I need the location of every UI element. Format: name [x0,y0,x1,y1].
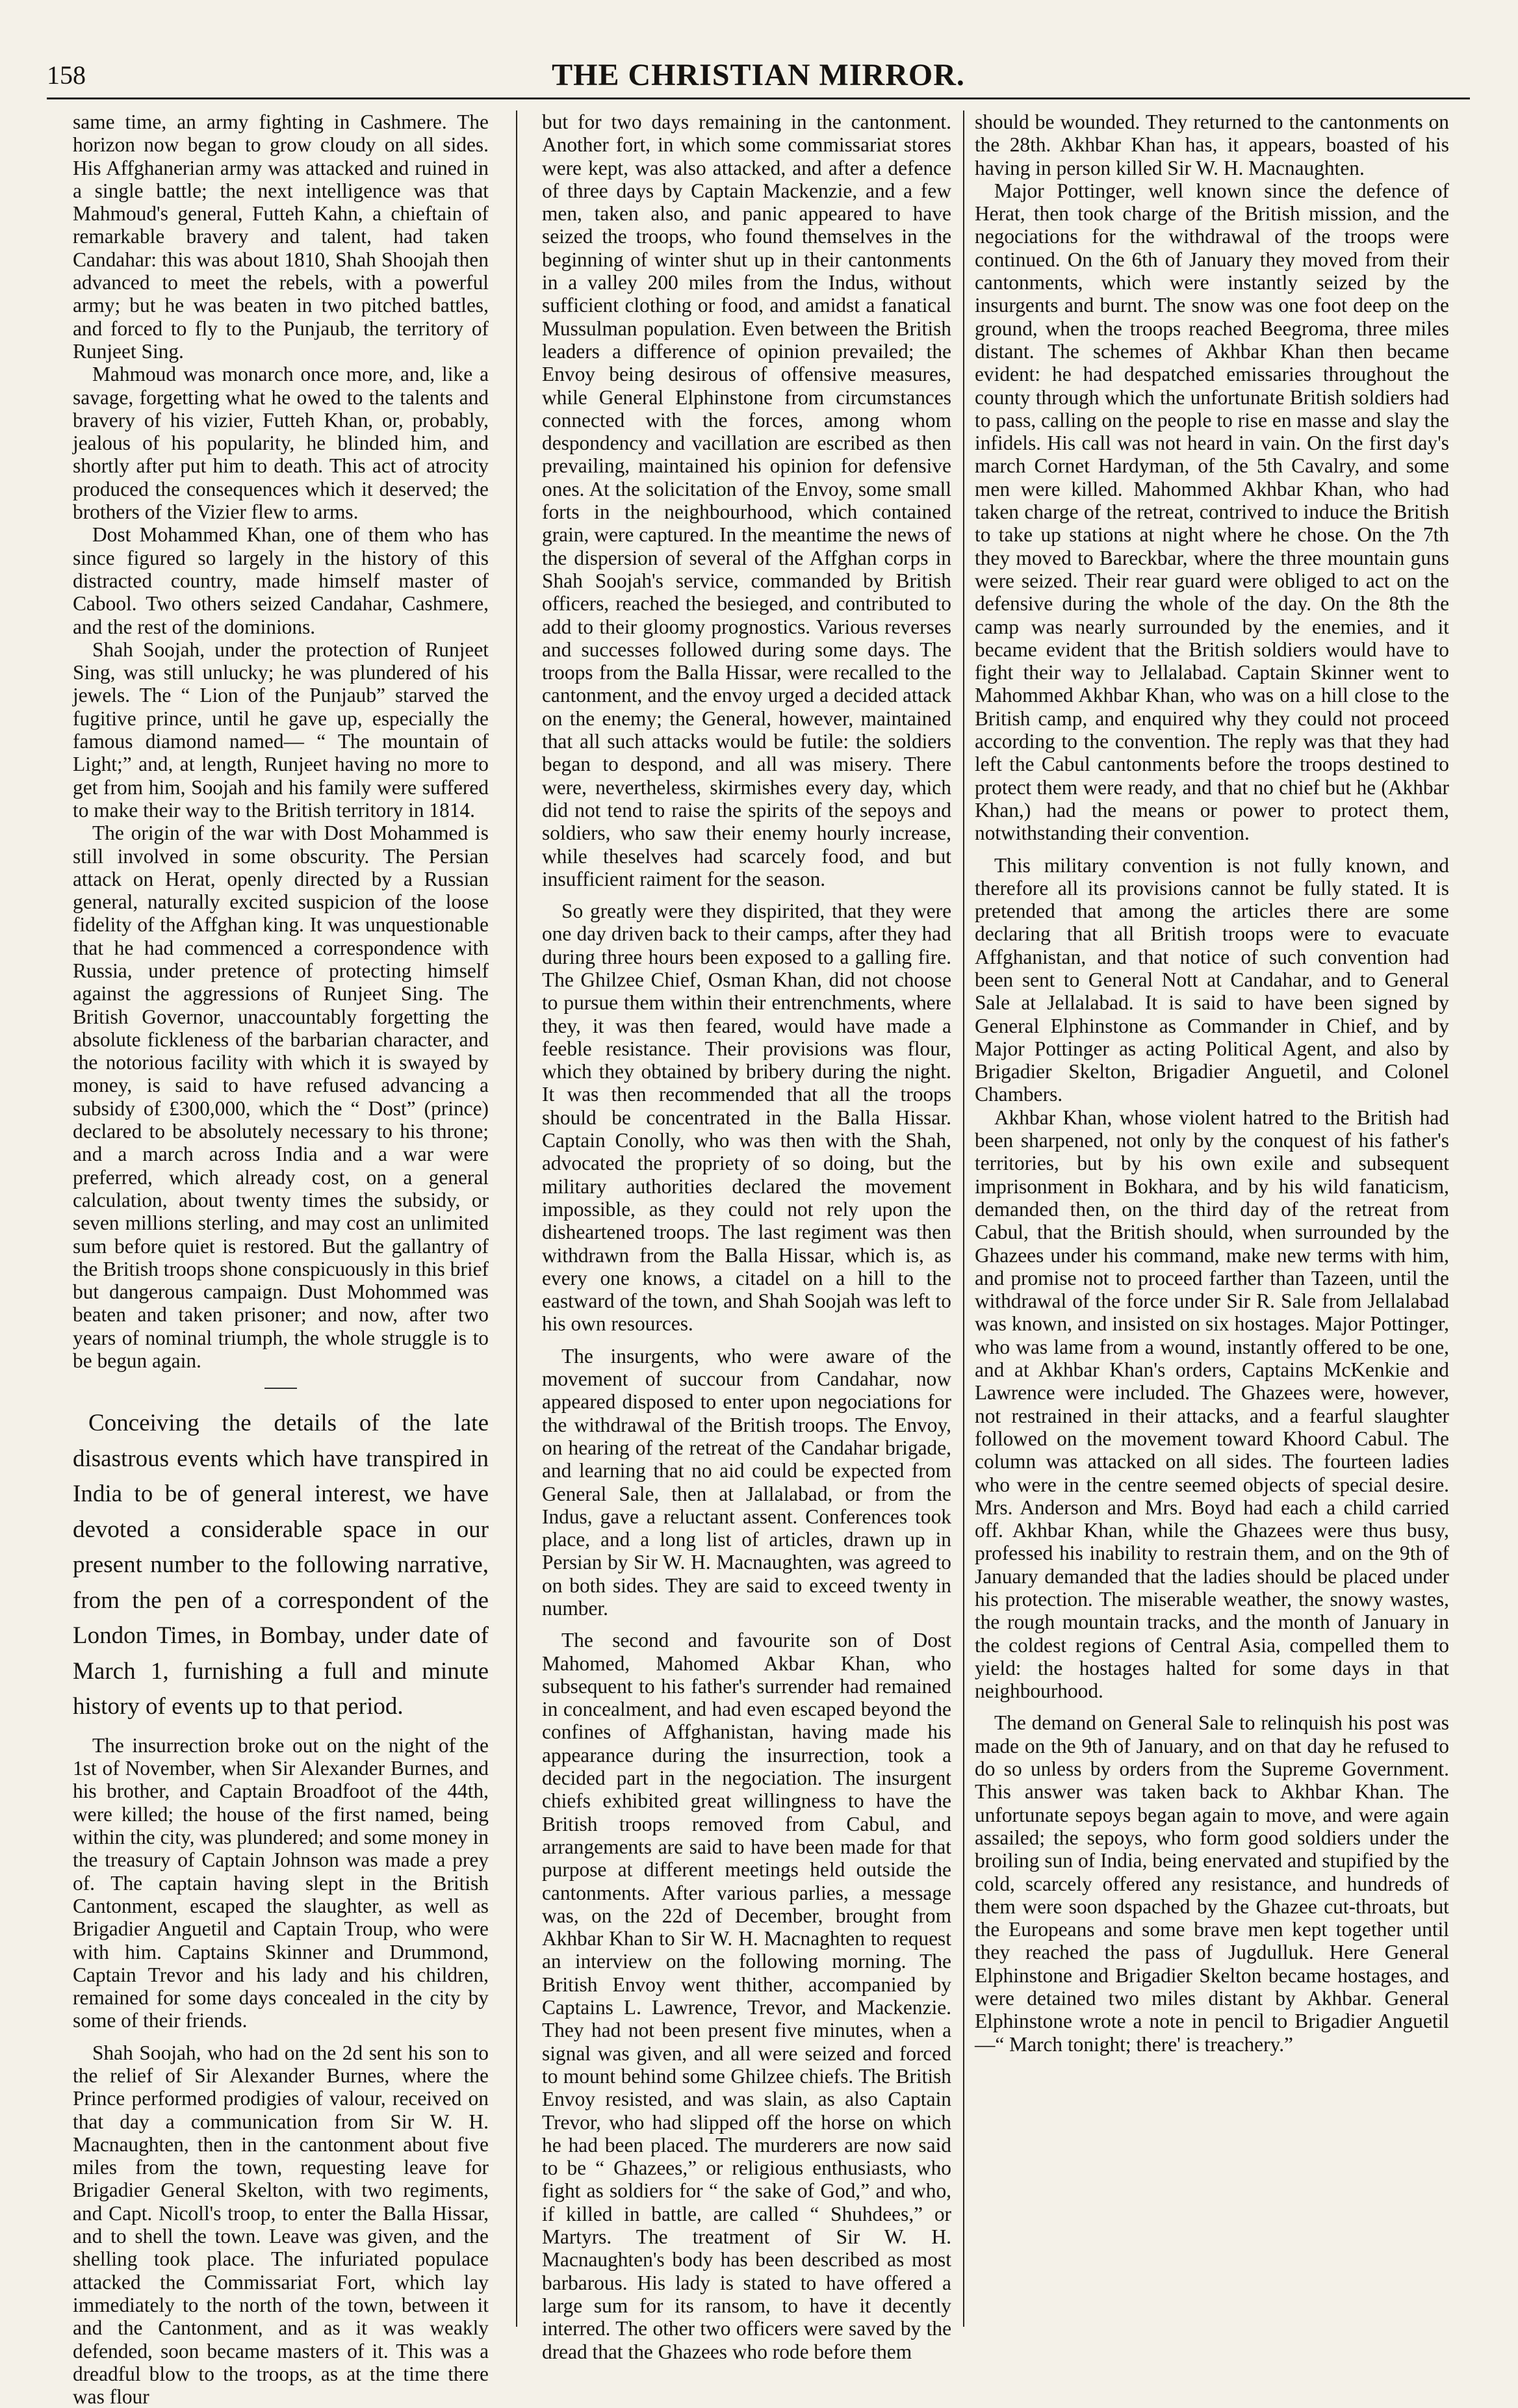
article-paragraph: same time, an army fighting in Cashmere. The horizon now began to grow cloudy on all sides. His Affghanerian army was attacked and ruined in a single battle; the next intelligence was that Mahmoud's general, Futteh Kahn, a chieftain of remarkable bravery and talent, had taken Candahar: this was about 1810, Shah Shoojah then advanced to meet the rebels, with a powerful army; but he was beaten in two pitched battles, and forced to fly to the Punjaub, the territory of Runjeet Sing. [73,110,489,363]
article-paragraph: So greatly were they dispirited, that they were one day driven back to their camps, after they had during three hours been exposed to a galling fire. The Ghilzee Chief, Osman Khan, did not choose to pursue them within their entrenchments, where they, it was then feared, would have made a feeble resistance. Their provisions was flour, which they obtained by bribery during the night. It was then recommended that all the troops should be concentrated in the Balla Hissar. Captain Conolly, who was then with the Shah, advocated the propriety of so doing, but the military authorities declared the movement impossible, as they could not rely upon the disheartened troops. The last regiment was then withdrawn from the Balla Hissar, which is, as every one knows, a citadel on a hill to the eastward of the town, and Shah Soojah was left to his own resources. [542,900,951,1336]
article-paragraph: Shah Soojah, under the protection of Runjeet Sing, was still unlucky; he was plundered of his jewels. The “ Lion of the Punjaub” starved the fugitive prince, until he gave up, especially the famous diamond named— “ The mountain of Light;” and, at length, Runjeet having no more to get from him, Soojah and his family were suffered to make their way to the British territory in 1814. [73,638,489,822]
article-paragraph: The demand on General Sale to relinquish his post was made on the 9th of January, and on that day he refused to do so unless by orders from the Supreme Government. This answer was taken back to Akhbar Khan. The unfortunate sepoys began again to move, and were again assailed; the sepoys, who form good soldiers under the broiling sun of India, being enervated and stupified by the cold, scarcely offered any resistance, and hundreds of them were soon dspached by the Ghazee cut-throats, but the Europeans and some brave men kept together until they reached the pass of Jugdulluk. Here General Elphinstone and Brigadier Skelton became hostages, and were detained two miles distant by Akhbar. General Elphinstone wrote a note in pencil to Brigadier Anguetil—“ March tonight; there' is treachery.” [975,1711,1449,2056]
article-paragraph: Akhbar Khan, whose violent hatred to the British had been sharpened, not only by the conquest of his father's territories, but by his own exile and subsequent imprisonment in Bokhara, and by his wild fanaticism, demanded then, on the third day of the retreat from Cabul, that the British should, when surrounded by the Ghazees under his command, make new terms with him, and promise not to proceed farther than Tazeen, until the withdrawal of the force under Sir R. Sale from Jellalabad was known, and insisted on six hostages. Major Pottinger, who was lame from a wound, instantly offered to be one, and at Akhbar Khan's orders, Captains McKenkie and Lawrence were included. The Ghazees were, however, not restrained in their attacks, and a fearful slaughter followed on the movement toward Khoord Cabul. The column was attacked on all sides. The fourteen ladies who were in the centre seemed objects of special desire. Mrs. Anderson and Mrs. Boyd had each a child carried off. Akhbar Khan, while the Ghazees were thus busy, professed his inability to restrain them, and on the 9th of January demanded that the ladies should be placed under his protection. The miserable weather, the snowy wastes, the rough mountain tracks, and the month of January in the coldest regions of Central Asia, compelled them to yield: the hostages halted for some days in that neighbourhood. [975,1106,1449,1703]
article-paragraph: This military convention is not fully known, and therefore all its provisions cannot be fully stated. It is pretended that among the articles there are some declaring that all British troops were to evacuate Affghanistan, and that notice of such convention had been sent to General Nott at Candahar, and to General Sale at Jellalabad. It is said to have been signed by General Elphinstone as Commander in Chief, and by Major Pottinger as acting Political Agent, and also by Brigadier Skelton, Brigadier Anguetil, and Colonel Chambers. [975,853,1449,1106]
page-number: 158 [47,60,86,90]
column-3 [975,110,1449,2327]
article-paragraph: Shah Soojah, who had on the 2d sent his son to the relief of Sir Alexander Burnes, where the Prince performed prodigies of valour, received on that day a communication from Sir W. H. Macnaughten, then in the cantonment about five miles from the town, requesting leave for Brigadier General Skelton, with two regiments, and Capt. Nicoll's troop, to enter the Balla Hissar, and to shell the town. Leave was given, and the shelling took place. The infuriated populace attacked the Commissariat Fort, which lay immediately to the north of the town, between it and the Cantonment, and as it was weakly defended, soon became masters of it. This was a dreadful blow to the troops, as at the time there was flour [73,2041,489,2408]
article-paragraph: Dost Mohammed Khan, one of them who has since figured so largely in the history of this distracted country, made himself master of Cabool. Two others seized Candahar, Cashmere, and the rest of the dominions. [73,523,489,638]
masthead-title: THE CHRISTIAN MIRROR. [552,58,965,92]
header-rule [47,97,1470,99]
article-paragraph: The origin of the war with Dost Mohammed is still involved in some obscurity. The Persian attack on Herat, openly directed by a Russian general, naturally excited suspicion of the loose fidelity of the Affghan king. It was unquestionable that he had commenced a correspondence with Russia, under pretence of protecting himself against the aggressions of Runjeet Sing. The British Governor, unaccountably forgetting the absolute fickleness of the barbarian character, and the notorious facility with which it is swayed by money, is said to have refused advancing a subsidy of £300,000, which the “ Dost” (prince) declared to be absolutely necessary to his throne; and a march across India and a war were preferred, which already cost, on a general calculation, about twenty times the subsidy, or seven millions sterling, and may cost an unlimited sum before quiet is restored. But the gallantry of the British troops shone conspicuously in this brief but dangerous campaign. Dust Mohommed was beaten and taken prisoner; and now, after two years of nominal triumph, the whole struggle is to be begun again. [73,822,489,1373]
article-paragraph: Mahmoud was monarch once more, and, like a savage, forgetting what he owed to the talents and bravery of his vizier, Futteh Khan, or, probably, jealous of his popularity, he blinded him, and shortly after put him to death. This act of atrocity produced the consequences which it deserved; the brothers of the Vizier flew to arms. [73,363,489,524]
column-2 [542,110,951,2363]
article-paragraph: The second and favourite son of Dost Mahomed, Mahomed Akbar Khan, who subsequent to his father's surrender had remained in concealment, and had even escaped beyond the confines of Affghanistan, having made his appearance during the insurrection, took a decided part in the negociation. The insurgent chiefs exhibited great willingness to have the British troops removed from Cabul, and arrangements are said to have been made for that purpose at different meetings held outside the cantonments. After various parlies, a message was, on the 22d of December, brought from Akhbar Khan to Sir W. H. Macnaghten to request an interview on the following morning. The British Envoy went thither, accompanied by Captains L. Lawrence, Trevor, and Mackenzie. They had not been present five minutes, when a signal was given, and all were seized and forced to mount behind some Ghilzee chiefs. The British Envoy resisted, and was slain, as also Captain Trevor, who had slipped off the horse on which he had been placed. The murderers are now said to be “ Ghazees,” or religious enthusiasts, who fight as soldiers for “ the sake of God,” and who, if killed in battle, are called “ Shuhdees,” or Martyrs. The treatment of Sir W. H. Macnaughten's body has been described as most barbarous. His lady is stated to have offered a large sum for its ransom, to have it decently interred. The other two officers were saved by the dread that the Ghazees who rode before them [542,1629,951,2363]
page-header [47,57,1470,95]
column-1 [73,110,489,2408]
article-paragraph: Major Pottinger, well known since the defence of Herat, then took charge of the British mission, and the negociations for the withdrawal of the troops were continued. On the 6th of January they moved from their cantonments, which were instantly seized by the insurgents and burnt. The snow was one foot deep on the ground, when the troops reached Beegroma, three miles distant. The schemes of Akhbar Khan then became evident: he had despatched emissaries throughout the county through which the unfortunate British soldiers had to pass, calling on the people to rise en masse and slay the infidels. His call was not heard in vain. On the first day's march Cornet Hardyman, of the 5th Cavalry, and some men were killed. Mahommed Akhbar Khan, who had taken charge of the retreat, contrived to induce the British to take up stations at night where he chose. On the 7th they moved to Bareckbar, where the three mountain guns were seized. Their rear guard were obliged to act on the defensive during the whole of the day. On the 8th the camp was nearly surrounded by the enemies, and it became evident that the British soldiers would have to fight their way to Jellalabad. Captain Skinner went to Mahommed Akhbar Khan, who was on a hill close to the British camp, and enquired why they could not proceed according to the convention. The reply was that they had left the Cabul cantonments before the troops destined to protect them were ready, and that no chief but he (Akhbar Khan,) had the means or power to protect them, notwithstanding their convention. [975,179,1449,845]
column-divider-2 [963,110,964,2327]
section-separator [264,1388,297,1389]
column-divider-1 [516,110,517,2327]
article-paragraph: Conceiving the details of the late disastrous events which have transpired in India to be of general interest, we have devoted a considerable space in our present number to the following narrative, from the pen of a correspondent of the London Times, in Bombay, under date of March 1, furnishing a full and minute history of events up to that period. [73,1410,489,1720]
article-paragraph: The insurgents, who were aware of the movement of succour from Candahar, now appeared disposed to enter upon negociations for the withdrawal of the British troops. The Envoy, on hearing of the retreat of the Candahar brigade, and learning that no aid could be expected from General Sale, then at Jallalabad, or from the Indus, gave a reluctant assent. Conferences took place, and a long list of articles, drawn up in Persian by Sir W. H. Macnaughten, was agreed to on both sides. They are said to exceed twenty in number. [542,1344,951,1620]
article-paragraph: The insurrection broke out on the night of the 1st of November, when Sir Alexander Burnes, and his brother, and Captain Broadfoot of the 44th, were killed; the house of the first named, being within the city, was plundered; and some money in the treasury of Captain Johnson was made a prey of. The captain having slept in the British Cantonment, escaped the slaughter, as well as Brigadier Anguetil and Captain Troup, who were with him. Captains Skinner and Drummond, Captain Trevor and his lady and his children, remained for some days concealed in the city by some of their friends. [73,1733,489,2032]
article-paragraph: but for two days remaining in the cantonment. Another fort, in which some commissariat stores were kept, was also attacked, and after a defence of three days by Captain Mackenzie, and a few men, taken also, and panic appeared to have seized the troops, who found themselves in the beginning of winter shut up in their cantonments in a valley 200 miles from the Indus, without sufficient clothing or food, and amidst a fanatical Mussulman population. Even between the British leaders a difference of opinion prevailed; the Envoy being desirous of offensive measures, while General Elphinstone from circumstances connected with the forces, among whom despondency and vacillation are escribed as then prevailing, maintained his opinion for defensive ones. At the solicitation of the Envoy, some small forts in the neighbourhood, which contained grain, were captured. In the meantime the news of the dispersion of several of the Affghan corps in Shah Soojah's service, commanded by British officers, reached the besieged, and contributed to add to their gloomy prognostics. Various reverses and successes followed during some days. The troops from the Balla Hissar, were recalled to the cantonment, and the envoy urged a decided attack on the enemy; the General, however, maintained that all such attacks would be futile: the soldiers began to despond, and all was misery. There were, nevertheless, skirmishes every day, which did not tend to raise the spirits of the sepoys and soldiers, who saw their enemy hourly increase, while theselves had scarcely food, and but insufficient raiment for the season. [542,110,951,890]
article-paragraph: should be wounded. They returned to the cantonments on the 28th. Akhbar Khan has, it appears, boasted of his having in person killed Sir W. H. Macnaughten. [975,110,1449,179]
